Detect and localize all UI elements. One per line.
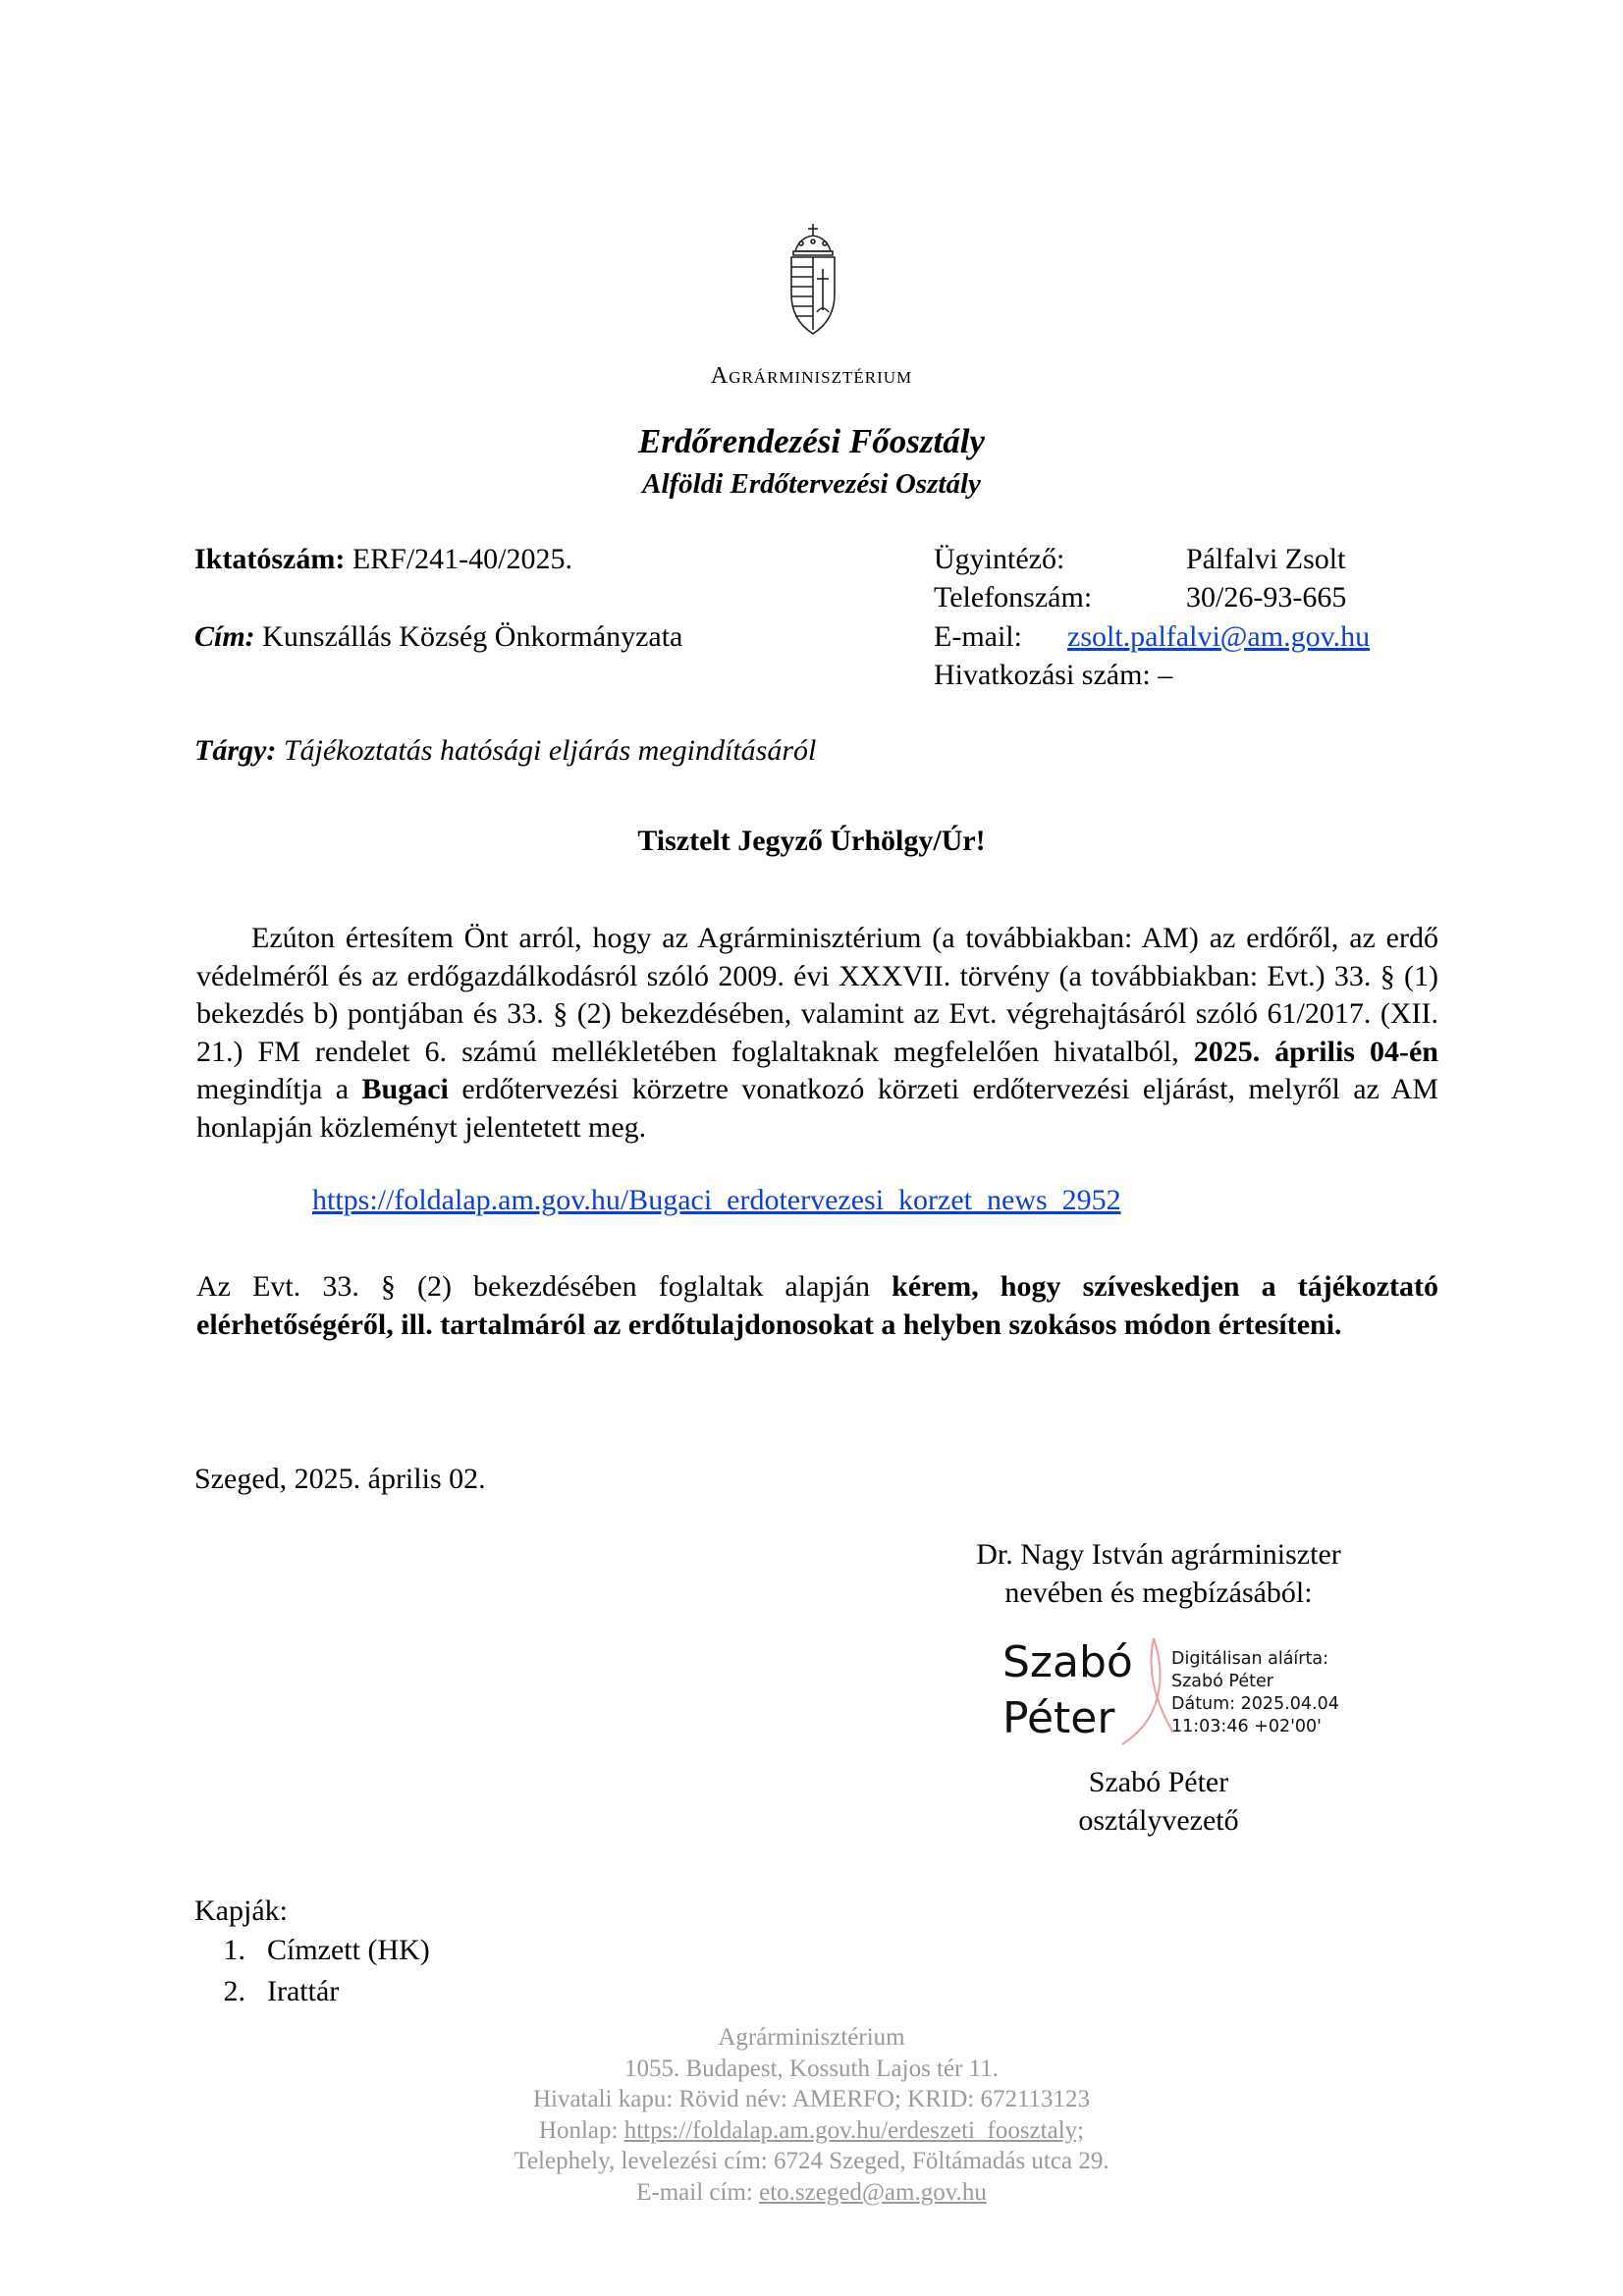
footer-line-5: Telephely, levelezési cím: 6724 Szeged, Föltámadás utca 29. [514, 2148, 1109, 2174]
recipient-address [194, 618, 682, 656]
list-item: 2. Irattár [223, 1975, 340, 2007]
footer-website-link[interactable]: https://foldalap.am.gov.hu/erdeszeti_foosztaly; [623, 2116, 1085, 2144]
footer-line-4: Honlap: https://foldalap.am.gov.hu/erdeszeti_foosztaly; [538, 2116, 1085, 2144]
handler-label: Ügyintéző: [934, 543, 1065, 575]
address-value: Kunszállás Község Önkormányzata [262, 620, 683, 653]
body-p1-place: Bugaci [361, 1073, 449, 1105]
announcement-link[interactable]: https://foldalap.am.gov.hu/Bugaci_erdotervezesi_korzet_news_2952 [312, 1184, 1121, 1216]
recipients-label: Kapják: [194, 1895, 288, 1927]
body-p2-part-a: Az Evt. 33. § (2) bekezdésében foglaltak alapján [196, 1270, 871, 1303]
email-label: E-mail: [934, 620, 1022, 653]
place-date: Szeged, 2025. április 02. [194, 1463, 486, 1495]
subject-line [194, 732, 816, 770]
reference-number-value: ERF/241-40/2025. [352, 543, 572, 575]
footer-line-1: Agrárminisztérium [718, 2024, 905, 2051]
digital-signature-info [1171, 1648, 1339, 1738]
salutation: Tisztelt Jegyző Úrhölgy/Úr! [637, 825, 986, 857]
ministry-name [0, 363, 1623, 390]
department-title: Erdőrendezési Főosztály [638, 422, 985, 460]
reference-label: Hivatkozási szám: [934, 659, 1151, 691]
digital-signature-line-4: 11:03:46 +02'00' [1171, 1717, 1322, 1736]
phone-label: Telefonszám: [934, 581, 1093, 614]
body-paragraph-2 [196, 1268, 1438, 1344]
digital-signature-line-3: Dátum: 2025.04.04 [1171, 1694, 1339, 1714]
digital-signature-line-1: Digitálisan aláírta: [1171, 1649, 1328, 1669]
section-title: Alföldi Erdőtervezési Osztály [642, 468, 981, 500]
handler-value: Pálfalvi Zsolt [1186, 543, 1346, 575]
address-label: Cím: [194, 620, 255, 653]
subject-value: Tájékoztatás hatósági eljárás megindításáról [283, 734, 817, 767]
body-p1-part-a: Ezúton értesítem Önt arról, hogy az Agrárminisztérium (a továbbiakban: AM) az erdőről, az erdő védelméről és az erdőgazdálkodásról szóló 2009. évi XXXVII. törvény (a továbbiakban: Evt.) 33. § (1) bekezdés b) pontjában és 33. § (2) bekezdésében, valamint az Evt. végrehajtásáról szóló 61/2017. (XII. 21.) FM rendelet 6. számú mellékletében foglaltaknak megfelelően hivatalból, [196, 922, 1438, 1068]
subject-label: Tárgy: [194, 734, 277, 767]
signer-title: osztályvezető [1078, 1804, 1239, 1837]
footer-email-link[interactable]: eto.szeged@am.gov.hu [759, 2178, 987, 2206]
reference-row [934, 657, 1172, 694]
list-item: 1. Címzett (HK) [223, 1934, 430, 1966]
on-behalf-line-1: Dr. Nagy István agrárminiszter [976, 1538, 1341, 1571]
body-p1-part-c: erdőtervezési körzetre vonatkozó körzeti erdőtervezési eljárást, melyről az AM honlapján közleményt jelentetett meg. [196, 1073, 1439, 1144]
on-behalf-line-2: nevében és megbízásából: [1004, 1576, 1313, 1609]
body-paragraph-1 [196, 920, 1438, 1147]
signer-name: Szabó Péter [1088, 1766, 1229, 1798]
footer-line-3: Hivatali kapu: Rövid név: AMERFO; KRID: 672113123 [532, 2086, 1091, 2112]
footer-line-2: 1055. Budapest, Kossuth Lajos tér 11. [624, 2055, 999, 2082]
body-p2-request: kérem, hogy szíveskedjen a tájékoztató elérhetőségéről, ill. tartalmáról az erdőtulajdonosokat a helyben szokásos módon értesíteni. [196, 1270, 1439, 1341]
signature-last-name: Péter [1002, 1693, 1115, 1743]
recipients-list [194, 1930, 430, 2012]
email-link[interactable]: zsolt.palfalvi@am.gov.hu [1067, 620, 1371, 653]
ministry-label: Agrárminisztérium [710, 363, 913, 389]
footer [0, 2022, 1623, 2208]
reference-number [194, 541, 572, 578]
signature-first-name: Szabó [1002, 1637, 1133, 1687]
phone-value: 30/26-93-665 [1186, 581, 1347, 614]
body-p1-part-b: megindítja a [196, 1073, 350, 1105]
reference-value: – [1158, 659, 1173, 691]
coat-of-arms-icon [782, 222, 844, 340]
reference-number-label: Iktatószám: [194, 543, 346, 575]
footer-line-6: E-mail cím: eto.szeged@am.gov.hu [636, 2178, 987, 2206]
body-p1-date: 2025. április 04-én [1193, 1035, 1438, 1068]
digital-signature-line-2: Szabó Péter [1171, 1672, 1273, 1691]
